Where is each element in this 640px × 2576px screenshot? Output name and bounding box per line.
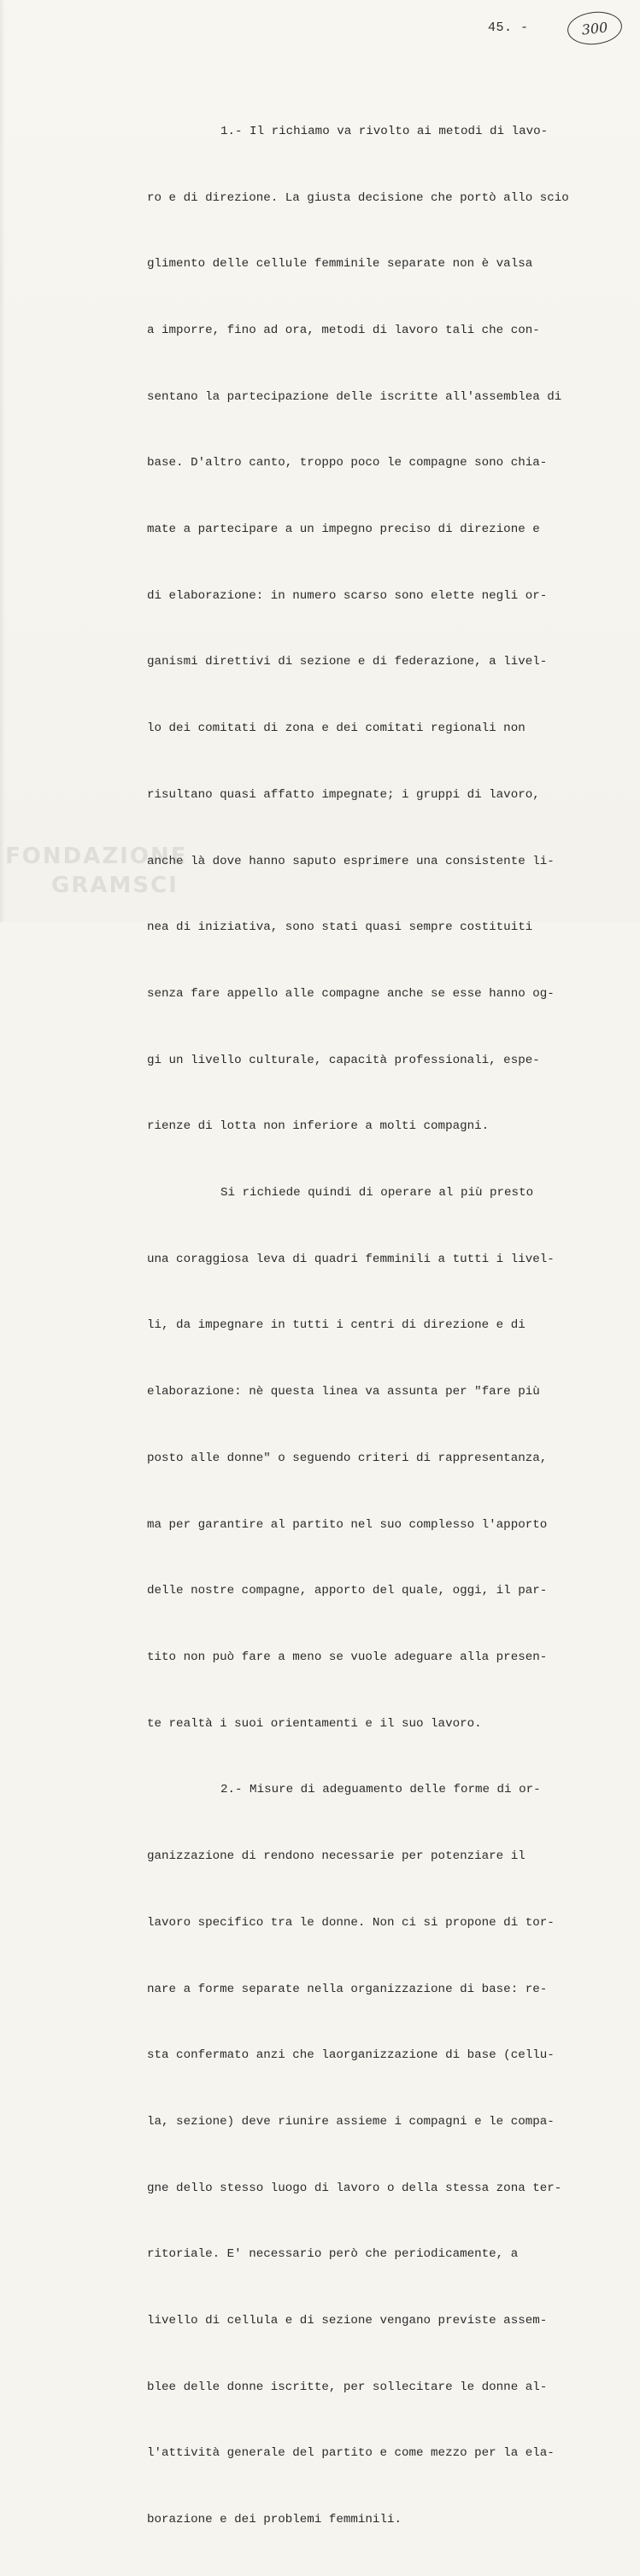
text-line: 1.- Il richiamo va rivolto ai metodi di lavo- (220, 124, 549, 138)
text-line: blee delle donne iscritte, per sollecitare le donne al- (147, 2380, 548, 2394)
page-edge-shadow (0, 0, 5, 922)
text-line: rienze di lotta non inferiore a molti compagni. (147, 1119, 490, 1134)
text-line: mate a partecipare a un impegno preciso di direzione e (147, 523, 540, 537)
text-line: base. D'altro canto, troppo poco le compagne sono chia- (147, 456, 548, 470)
text-line: borazione e dei problemi femminili. (147, 2513, 402, 2527)
text-line: lavoro specifico tra le donne. Non ci si propone di tor- (147, 1915, 555, 1930)
text-line: lo dei comitati di zona e dei comitati regionali non (147, 721, 526, 736)
text-line: sta confermato anzi che laorganizzazione di base (cellu- (147, 2048, 555, 2063)
text-line: di elaborazione: in numero scarso sono elette negli or- (147, 588, 548, 603)
text-line: 2.- Misure di adeguamento delle forme di or- (220, 1783, 541, 1797)
text-line: gi un livello culturale, capacità professionali, espe- (147, 1053, 540, 1067)
text-line: ritoriale. E' necessario però che periodicamente, a (147, 2247, 519, 2262)
text-line: te realtà i suoi orientamenti e il suo lavoro. (147, 1716, 482, 1731)
text-line: senza fare appello alle compagne anche se esse hanno og- (147, 986, 555, 1001)
archive-watermark (0, 844, 188, 922)
text-line: ma per garantire al partito nel suo complesso l'apporto (147, 1517, 548, 1532)
text-line: glimento delle cellule femminile separate non è valsa (147, 257, 533, 272)
text-line: gne dello stesso luogo di lavoro o della stessa zona ter- (147, 2181, 562, 2195)
text-line: livello di cellula e di sezione vengano previste assem- (147, 2314, 548, 2328)
text-line: anche là dove hanno saputo esprimere una consistente li- (147, 854, 555, 868)
text-line: la, sezione) deve riunire assieme i compagni e le compa- (147, 2114, 555, 2129)
text-line: l'attività generale del partito e come mezzo per la ela- (147, 2446, 555, 2461)
text-line: Si richiede quindi di operare al più presto (220, 1186, 534, 1200)
archive-stamp: 300 (566, 9, 624, 47)
text-line: sentano la partecipazione delle iscritte all'assemblea di (147, 389, 562, 404)
text-line: risultano quasi affatto impegnate; i gruppi di lavoro, (147, 787, 540, 802)
watermark-line-1: FONDAZIONE (5, 844, 188, 869)
body-text (147, 77, 591, 2576)
watermark-line-2: GRAMSCI (51, 873, 179, 898)
text-line: ro e di direzione. La giusta decisione che portò allo scio (147, 190, 569, 205)
page-number: 45. - (488, 20, 529, 35)
text-line: elaborazione: nè questa linea va assunta per "fare più (147, 1385, 540, 1399)
text-line: una coraggiosa leva di quadri femminili a tutti i livel- (147, 1252, 555, 1266)
text-line: li, da impegnare in tutti i centri di direzione e di (147, 1318, 526, 1333)
text-line: tito non può fare a meno se vuole adeguare alla presen- (147, 1650, 548, 1664)
text-line: ganizzazione di rendono necessarie per potenziare il (147, 1849, 526, 1864)
text-line: posto alle donne" o seguendo criteri di rappresentanza, (147, 1451, 548, 1465)
text-line: ganismi direttivi di sezione e di federazione, a livel- (147, 655, 548, 669)
text-line: nea di iniziativa, sono stati quasi sempre costituiti (147, 920, 533, 935)
text-line: delle nostre compagne, apporto del quale, oggi, il par- (147, 1584, 548, 1598)
text-line: nare a forme separate nella organizzazione di base: re- (147, 1982, 548, 1996)
text-line: a imporre, fino ad ora, metodi di lavoro tali che con- (147, 323, 540, 337)
